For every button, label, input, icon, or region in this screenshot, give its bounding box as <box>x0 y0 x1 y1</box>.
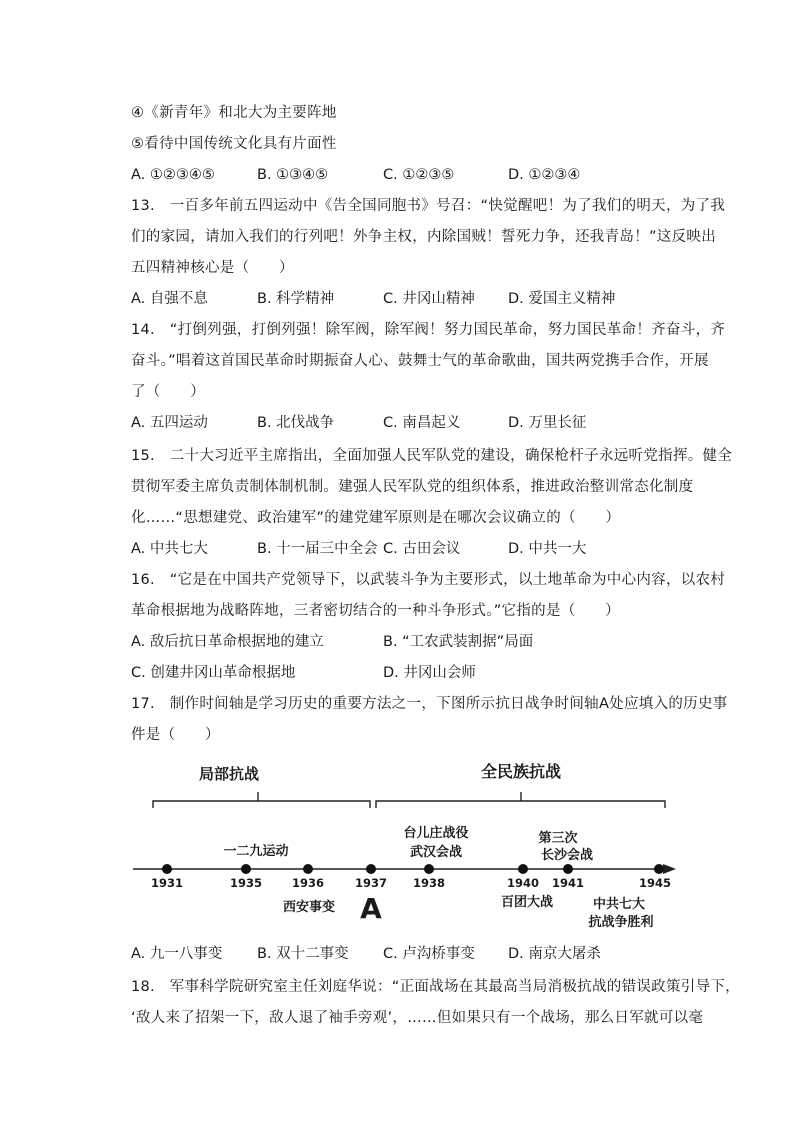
events-below <box>283 892 654 930</box>
events-above <box>223 825 593 863</box>
q16-option-b[interactable]: B. “工农武装割据”局面 <box>383 634 534 650</box>
q12-item-5: ⑤看待中国传统文化具有片面性 <box>131 136 337 152</box>
dot-1945 <box>654 864 664 874</box>
event-victory: 抗战争胜利 <box>588 915 654 930</box>
year-1945: 1945 <box>638 876 672 890</box>
q16-stem-2: 革命根据地为战略阵地，三者密切结合的一种斗争形式。”它指的是（ ） <box>131 603 620 619</box>
q14-option-d[interactable]: D. 万里长征 <box>508 415 587 431</box>
event-december-ninth-movement: 一二九运动 <box>223 844 289 859</box>
event-changsha: 长沙会战 <box>540 848 594 863</box>
q13-option-a[interactable]: A. 自强不息 <box>131 291 208 307</box>
q14-stem-3: 了（ ） <box>131 384 205 400</box>
year-1936: 1936 <box>291 876 325 890</box>
q17-stem-2: 件是（ ） <box>131 727 220 743</box>
q16-option-a[interactable]: A. 敌后抗日革命根据地的建立 <box>131 634 324 650</box>
q17-option-b[interactable]: B. 双十二事变 <box>257 946 349 962</box>
year-1938: 1938 <box>412 876 446 890</box>
q13-stem-3: 五四精神核心是（ ） <box>131 260 294 276</box>
event-xian-incident: 西安事变 <box>282 900 336 915</box>
marker-a: A <box>360 892 382 925</box>
year-1931: 1931 <box>150 876 184 890</box>
q12-option-d[interactable]: D. ①②③④ <box>508 167 581 183</box>
event-taierzhuang: 台儿庄战役 <box>403 826 469 841</box>
event-hundred-regiments: 百团大战 <box>500 895 554 910</box>
q15-stem-1: 15. 二十大习近平主席指出，全面加强人民军队党的建设，确保枪杆子永远听党指挥。健全 <box>131 448 733 464</box>
q15-stem-2: 贯彻军委主席负责制体制机制。建强人民军队党的组织体系，推进政治整训常态化制度 <box>131 479 694 495</box>
q12-option-a[interactable]: A. ①②③④⑤ <box>131 167 215 183</box>
year-1940: 1940 <box>506 876 540 890</box>
q12-option-b[interactable]: B. ①③④⑤ <box>257 167 329 183</box>
q14-option-b[interactable]: B. 北伐战争 <box>257 415 335 431</box>
bracket-local <box>153 792 370 808</box>
year-1937: 1937 <box>354 876 388 890</box>
year-1941: 1941 <box>551 876 585 890</box>
war-timeline-figure <box>131 756 691 932</box>
q13-stem-2: 们的家园，请加入我们的行列吧！外争主权，内除国贼！誓死力争，还我青岛！”这反映出 <box>131 229 717 245</box>
q17-option-c[interactable]: C. 卢沟桥事变 <box>383 946 475 962</box>
q14-option-c[interactable]: C. 南昌起义 <box>383 415 461 431</box>
bracket-national <box>376 792 665 808</box>
timeline-axis <box>133 864 676 874</box>
dot-1941 <box>563 864 573 874</box>
q16-option-c[interactable]: C. 创建井冈山革命根据地 <box>131 665 296 681</box>
q17-option-d[interactable]: D. 南京大屠杀 <box>508 946 601 962</box>
dot-1937 <box>366 864 376 874</box>
q17-option-a[interactable]: A. 九一八事变 <box>131 946 223 962</box>
q15-option-a[interactable]: A. 中共七大 <box>131 541 208 557</box>
q13-option-c[interactable]: C. 井冈山精神 <box>383 291 475 307</box>
q15-option-d[interactable]: D. 中共一大 <box>508 541 587 557</box>
q15-option-c[interactable]: C. 古田会议 <box>383 541 461 557</box>
q15-stem-3: 化……“思想建党、政治建军”的建党建军原则是在哪次会议确立的（ ） <box>131 510 621 526</box>
q18-stem-1: 18. 军事科学院研究室主任刘庭华说：“正面战场在其最高当局消极抗战的错误政策引导下， <box>131 979 740 995</box>
dot-1938 <box>424 864 434 874</box>
phase-national-label: 全民族抗战 <box>480 762 562 781</box>
q14-stem-2: 奋斗。”唱着这首国民革命时期振奋人心、鼓舞士气的革命歌曲，国共两党携手合作，开展 <box>131 353 709 369</box>
q13-stem-1: 13. 一百多年前五四运动中《告全国同胞书》号召：“快觉醒吧！为了我们的明天，为了我 <box>131 198 726 214</box>
q12-item-4: ④《新青年》和北大为主要阵地 <box>131 105 337 121</box>
q13-option-b[interactable]: B. 科学精神 <box>257 291 335 307</box>
dot-1936 <box>303 864 313 874</box>
q16-stem-1: 16. “它是在中国共产党领导下，以武装斗争为主要形式，以土地革命为中心内容，以农村 <box>131 572 726 588</box>
q12-option-c[interactable]: C. ①②③⑤ <box>383 167 455 183</box>
q15-option-b[interactable]: B. 十一届三中全会 <box>257 541 378 557</box>
q16-option-d[interactable]: D. 井冈山会师 <box>383 665 476 681</box>
event-wuhan: 武汉会战 <box>409 845 463 860</box>
q13-option-d[interactable]: D. 爱国主义精神 <box>508 291 616 307</box>
q17-stem-1: 17. 制作时间轴是学习历史的重要方法之一，下图所示抗日战争时间轴A处应填入的历史事 <box>131 696 728 712</box>
dot-1931 <box>162 864 172 874</box>
axis-arrow-icon <box>663 864 676 874</box>
event-seventh-congress: 中共七大 <box>592 897 646 912</box>
dot-1935 <box>241 864 251 874</box>
phase-local-label: 局部抗战 <box>198 765 260 783</box>
event-third: 第三次 <box>538 831 578 846</box>
year-1935: 1935 <box>229 876 263 890</box>
q14-option-a[interactable]: A. 五四运动 <box>131 415 208 431</box>
q14-stem-1: 14. “打倒列强，打倒列强！除军阀，除军阀！努力国民革命，努力国民革命！齐奋斗，齐 <box>131 322 726 338</box>
dot-1940 <box>518 864 528 874</box>
timeline-years <box>151 876 671 890</box>
q18-stem-2: ‘敌人来了招架一下，敌人退了袖手旁观’，……但如果只有一个战场，那么日军就可以毫 <box>131 1010 704 1026</box>
